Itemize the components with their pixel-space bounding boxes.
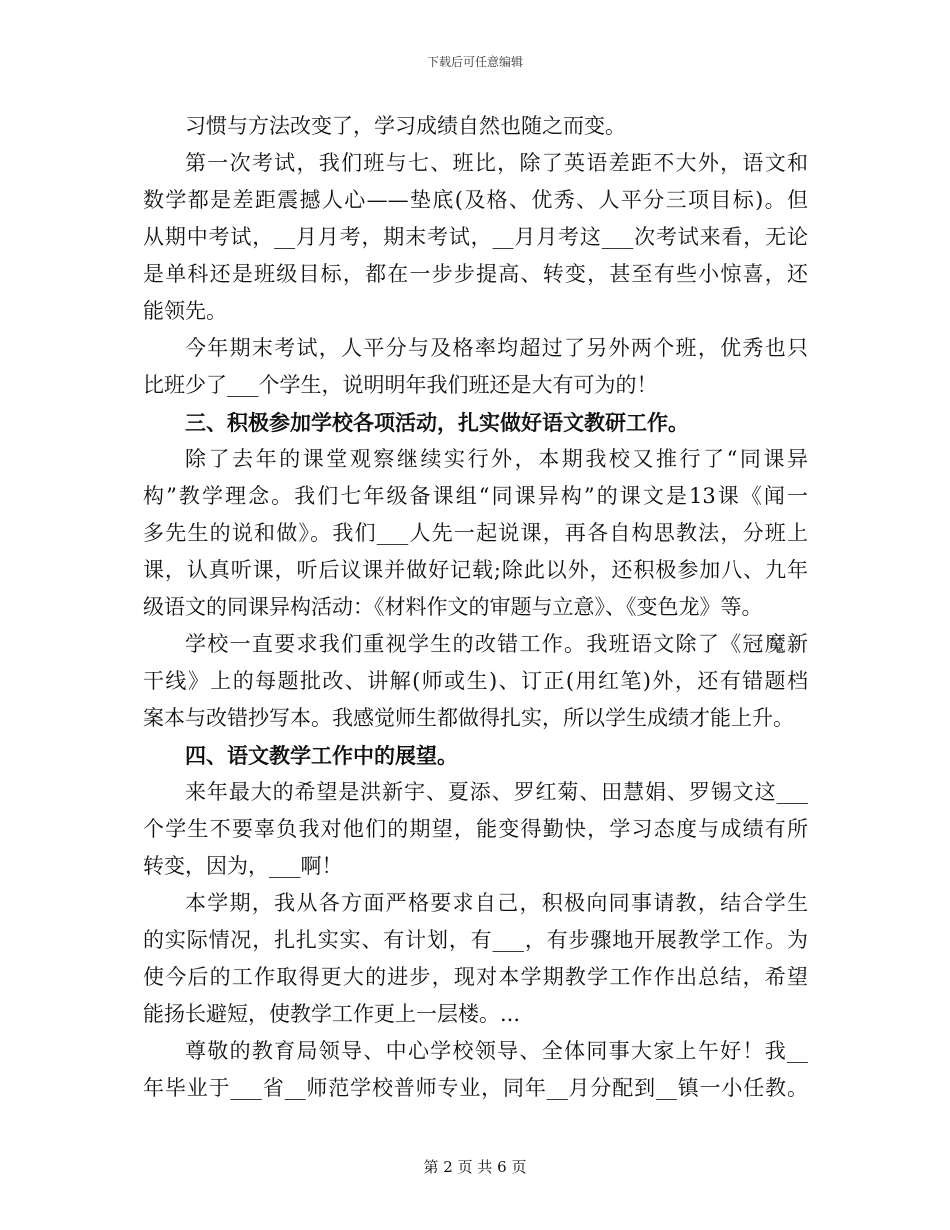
section-heading: 四、语文教学工作中的展望。	[185, 743, 458, 768]
text-line: 案本与改错抄写本。我感觉师生都做得扎实，所以学生成绩才能上升。	[143, 706, 794, 730]
text-line: 构”教学理念。我们七年级备课组“同课异构”的课文是13课《闻一	[143, 484, 808, 508]
page-header: 下载后可任意编辑	[426, 55, 523, 69]
text-line: 的实际情况，扎扎实实、有计划，有___，有步骤地开展教学工作。为	[143, 928, 808, 952]
text-line: 来年最大的希望是洪新宇、夏添、罗红菊、田慧娟、罗锡文这___	[185, 780, 808, 804]
text-line: 学校一直要求我们重视学生的改错工作。我班语文除了《冠魔新	[185, 632, 808, 656]
text-line: 个学生不要辜负我对他们的期望，能变得勤快，学习态度与成绩有所	[143, 817, 808, 841]
text-line: 课，认真听课，听后议课并做好记载;除此以外，还积极参加八、九年	[143, 558, 808, 582]
text-line: 今年期末考试，人平分与及格率均超过了另外两个班，优秀也只	[185, 336, 808, 360]
text-line: 尊敬的教育局领导、中心学校领导、全体同事大家上午好！我__	[185, 1039, 808, 1063]
text-line: 第一次考试，我们班与七、班比，除了英语差距不大外，语文和	[185, 151, 808, 175]
text-line: 能领先。	[143, 299, 227, 323]
page-footer: 第 2 页 共 6 页	[423, 1158, 527, 1176]
text-line: 比班少了___个学生，说明明年我们班还是大有可为的！	[143, 373, 658, 397]
text-line: 除了去年的课堂观察继续实行外，本期我校又推行了“同课异	[185, 447, 808, 471]
text-line: 能扬长避短，使教学工作更上一层楼。...	[143, 1002, 521, 1026]
text-line: 级语文的同课异构活动：《材料作文的审题与立意》、《变色龙》等。	[143, 595, 763, 619]
document-body	[143, 108, 808, 1107]
text-line: 年毕业于___省__师范学校普师专业，同年__月分配到__镇一小任教。	[143, 1076, 808, 1100]
text-line: 干线》上的每题批改、讲解(师或生)、订正(用红笔)外，还有错题档	[143, 669, 808, 693]
text-line: 从期中考试，__月月考，期末考试，__月月考这___次考试来看，无论	[143, 225, 808, 249]
text-line: 是单科还是班级目标，都在一步步提高、转变，甚至有些小惊喜，还	[143, 262, 808, 286]
text-line: 转变，因为，___啊！	[143, 854, 343, 878]
text-line: 数学都是差距震撼人心——垫底(及格、优秀、人平分三项目标)。但	[143, 188, 808, 212]
text-line: 本学期，我从各方面严格要求自己，积极向同事请教，结合学生	[185, 891, 808, 915]
section-heading: 三、积极参加学校各项活动，扎实做好语文教研工作。	[185, 410, 689, 435]
text-line: 习惯与方法改变了，学习成绩自然也随之而变。	[185, 114, 626, 138]
text-line: 多先生的说和做》。我们___人先一起说课，再各自构思教法，分班上	[143, 521, 808, 545]
text-line: 使今后的工作取得更大的进步，现对本学期教学工作作出总结，希望	[143, 965, 808, 989]
